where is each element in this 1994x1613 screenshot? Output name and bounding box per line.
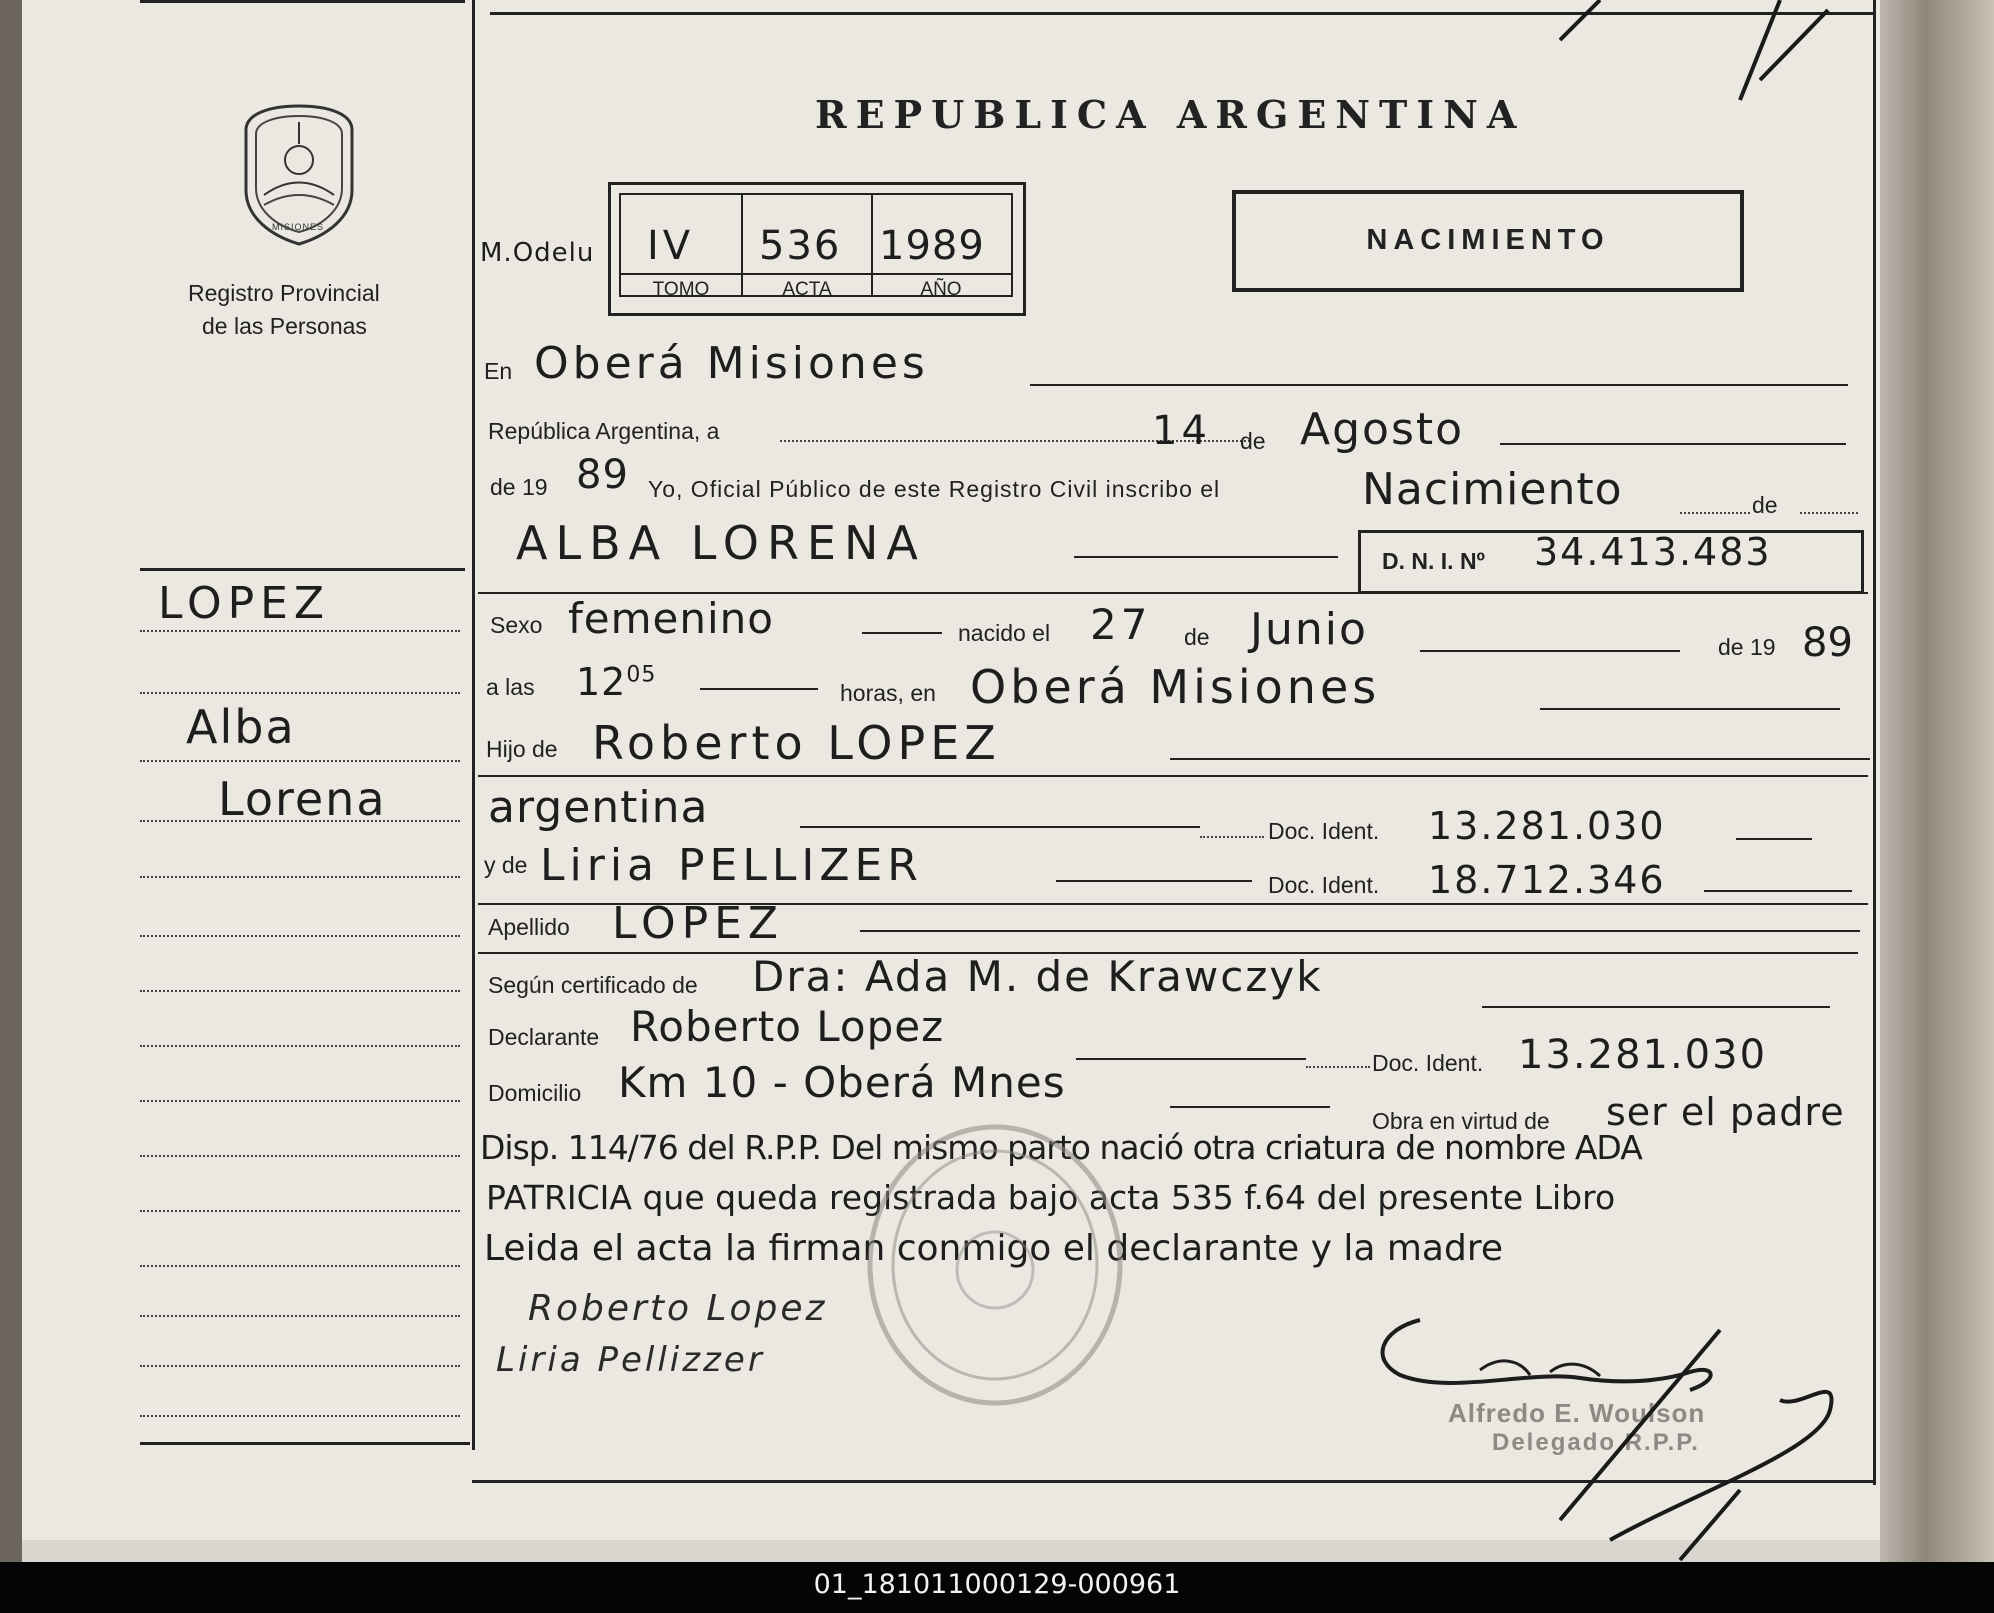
fill-line — [1170, 758, 1870, 760]
seal-text: MISIONES — [272, 222, 325, 232]
column-divider — [472, 0, 475, 1450]
dni-number: 34.413.483 — [1534, 530, 1772, 574]
label-domicilio: Domicilio — [488, 1080, 582, 1106]
domicile-value: Km 10 - Oberá Mnes — [618, 1058, 1066, 1107]
margin-line — [140, 990, 460, 992]
father-nationality: argentina — [488, 782, 709, 833]
record-month: Agosto — [1300, 404, 1465, 455]
ano-value: 1989 — [879, 223, 985, 269]
document-title: REPUBLICA ARGENTINA — [815, 92, 1526, 137]
label-sexo: Sexo — [490, 612, 543, 638]
label-en: En — [484, 358, 513, 384]
book-page-edges — [1880, 0, 1994, 1562]
margin-given-name-1: Alba — [186, 700, 296, 754]
label-de: de — [1240, 428, 1266, 454]
declarant-doc-number: 13.281.030 — [1518, 1032, 1768, 1078]
label-segun-certificado: Según certificado de — [488, 972, 698, 998]
label-y-de: y de — [484, 852, 528, 878]
right-border — [1873, 0, 1876, 1485]
father-name: Roberto LOPEZ — [592, 716, 1001, 770]
label-apellido: Apellido — [488, 914, 570, 940]
acta-value: 536 — [759, 223, 842, 269]
fill-line — [1056, 880, 1252, 882]
fill-line — [862, 632, 942, 634]
fill-line — [1680, 512, 1750, 514]
label-dni: D. N. I. Nº — [1382, 548, 1485, 574]
birth-hour — [576, 660, 656, 704]
birth-day: 27 — [1090, 600, 1152, 649]
signature-mother: Liria Pellizzer — [496, 1340, 765, 1380]
margin-surname: LOPEZ — [158, 578, 331, 629]
top-margin-line — [140, 0, 465, 3]
margin-line — [140, 1045, 460, 1047]
margin-line — [140, 630, 460, 632]
cancel-strokes-top — [1540, 0, 1840, 110]
row-divider — [478, 775, 1868, 777]
margin-line — [140, 760, 460, 762]
fill-line — [1800, 512, 1858, 514]
margin-line — [140, 1415, 460, 1417]
image-id-caption: 01_181011000129-000961 — [813, 1569, 1181, 1600]
margin-line — [140, 1155, 460, 1157]
registered-name: ALBA LORENA — [516, 516, 926, 570]
birth-month: Junio — [1250, 604, 1368, 655]
margin-line — [140, 692, 460, 694]
margin-line — [140, 1315, 460, 1317]
record-year: 89 — [576, 452, 629, 498]
fill-line — [1076, 1058, 1306, 1060]
ano-label: AÑO — [920, 279, 962, 300]
declarant-name: Roberto Lopez — [630, 1002, 945, 1051]
label-doc-ident-declarant: Doc. Ident. — [1372, 1050, 1484, 1076]
birth-place: Oberá Misiones — [970, 660, 1381, 714]
label-a-las: a las — [486, 674, 535, 700]
mother-name: Liria PELLIZER — [540, 840, 923, 891]
label-horas-en: horas, en — [840, 680, 936, 706]
margin-line — [140, 1210, 460, 1212]
margin-note: M.Odelu — [480, 238, 595, 268]
fill-line — [1200, 836, 1264, 838]
fill-line — [1170, 1106, 1330, 1108]
fill-line — [860, 930, 1860, 932]
label-de-birth: de — [1184, 624, 1210, 650]
margin-line — [140, 1100, 460, 1102]
label-de-19: de 19 — [490, 474, 548, 500]
label-de-19-birth: de 19 — [1718, 634, 1776, 660]
provincial-seal — [234, 100, 364, 250]
certificate-issuer: Dra: Ada M. de Krawczyk — [752, 952, 1323, 1001]
act-type: NACIMIENTO — [1366, 224, 1610, 256]
margin-line — [140, 876, 460, 878]
label-republica: República Argentina, a — [488, 418, 720, 444]
observation-line-2: PATRICIA que queda registrada bajo acta 535 f.64 del presente Libro — [486, 1178, 1616, 1217]
tomo-value: IV — [647, 223, 695, 269]
by-virtue-of: ser el padre — [1606, 1090, 1845, 1134]
fill-line — [1030, 384, 1848, 386]
birth-year: 89 — [1802, 620, 1853, 666]
fill-line — [700, 688, 818, 690]
fill-line — [800, 826, 1200, 828]
margin-given-name-2: Lorena — [218, 772, 387, 826]
label-nacido-el: nacido el — [958, 620, 1051, 646]
acta-label: ACTA — [782, 279, 832, 300]
margin-bottom-line — [140, 1442, 470, 1445]
observation-line-3: Leida el acta la firman conmigo el declarante y la madre — [484, 1228, 1503, 1269]
margin-line — [140, 935, 460, 937]
margin-divider — [140, 568, 465, 571]
mother-doc-number: 18.712.346 — [1428, 858, 1666, 902]
fill-line — [1704, 890, 1852, 892]
record-day: 14 — [1152, 408, 1211, 454]
fill-line — [1540, 708, 1840, 710]
label-hijo-de: Hijo de — [486, 736, 558, 762]
official-round-stamp — [860, 1120, 1130, 1410]
tomo-label: TOMO — [652, 279, 710, 300]
fill-line — [1500, 443, 1846, 445]
label-obra-en-virtud: Obra en virtud de — [1372, 1108, 1550, 1134]
fill-line — [1074, 556, 1338, 558]
fill-line — [1736, 838, 1812, 840]
father-doc-number: 13.281.030 — [1428, 804, 1666, 848]
record-type-handwritten: Nacimiento — [1362, 464, 1623, 515]
label-oficial-publico: Yo, Oficial Público de este Registro Civil inscribo el — [648, 476, 1221, 502]
margin-line — [140, 1365, 460, 1367]
registry-name-line2: de las Personas — [202, 313, 367, 339]
stamp-line-2: Delegado R.P.P. — [1492, 1429, 1700, 1456]
surname-value: LOPEZ — [612, 898, 785, 949]
place-of-record: Oberá Misiones — [534, 338, 929, 389]
book-binding — [0, 0, 22, 1562]
birth-minutes: 05 — [626, 662, 657, 688]
act-type-box — [1232, 190, 1744, 292]
registry-reference-box — [608, 182, 1026, 316]
cancel-strokes-bottom — [1540, 1310, 1860, 1562]
fill-line — [1306, 1066, 1370, 1068]
sex-value: femenino — [568, 594, 774, 643]
birth-hour-value: 12 — [576, 660, 627, 704]
margin-line — [140, 1265, 460, 1267]
label-doc-ident-father: Doc. Ident. — [1268, 818, 1380, 844]
stamp-line-1: Alfredo E. Woulson — [1448, 1398, 1706, 1428]
label-doc-ident-mother: Doc. Ident. — [1268, 872, 1380, 898]
fill-line — [1420, 650, 1680, 652]
label-declarante: Declarante — [488, 1024, 600, 1050]
observation-line-1: Disp. 114/76 del R.P.P. Del mismo parto nació otra criatura de nombre ADA — [480, 1128, 1642, 1167]
signature-father: Roberto Lopez — [528, 1288, 828, 1329]
fill-line — [1482, 1006, 1830, 1008]
label-de-after-record: de — [1752, 492, 1778, 518]
registry-name-line1: Registro Provincial — [188, 280, 380, 306]
